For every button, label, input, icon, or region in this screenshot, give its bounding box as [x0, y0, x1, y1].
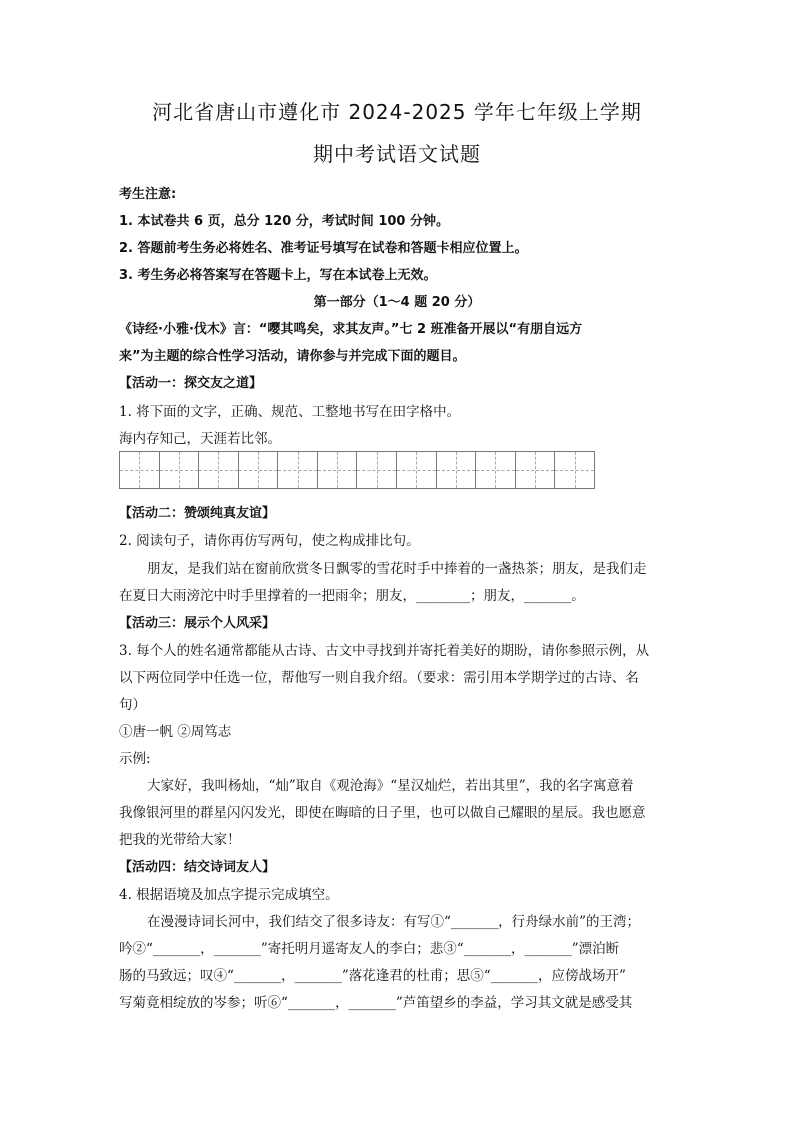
part1-intro-line1: 《诗经·小雅·伐木》言：“嘤其鸣矣，求其友声。”七 2 班准备开展以“有朋自远方: [119, 322, 583, 337]
question-3-line3: 句）: [119, 697, 146, 713]
part1-heading: 第一部分（1～4 题 20 分）: [313, 295, 481, 310]
grid-cell[interactable]: [199, 452, 239, 488]
question-2: 2. 阅读句子，请你再仿写两句，使之构成排比句。: [119, 533, 420, 549]
notice-item-2: 2. 答题前考生务必将姓名、准考证号填写在试卷和答题卡相应位置上。: [119, 241, 528, 256]
grid-cell[interactable]: [318, 452, 358, 488]
notice-item-1: 1. 本试卷共 6 页，总分 120 分，考试时间 100 分钟。: [119, 214, 449, 229]
grid-cell[interactable]: [555, 452, 594, 488]
example-line1: 大家好，我叫杨灿，“灿”取自《观沧海》“星汉灿烂，若出其里”，我的名字寓意着: [147, 778, 634, 794]
grid-cell[interactable]: [239, 452, 279, 488]
part1-intro-line2: 来”为主题的综合性学习活动，请你参与并完成下面的题目。: [119, 349, 466, 364]
grid-cell[interactable]: [278, 452, 318, 488]
activity3-heading: 【活动三：展示个人风采】: [119, 616, 276, 631]
grid-cell[interactable]: [437, 452, 477, 488]
example-label: 示例:: [119, 751, 151, 767]
example-line2: 我像银河里的群星闪闪发光，即使在晦暗的日子里，也可以做自己耀眼的星辰。我也愿意: [119, 805, 646, 821]
exam-title-line2: 期中考试语文试题: [313, 142, 481, 166]
question-4-para-line4: 写菊竟相绽放的岑参；听⑥“_______，_______”芦笛望乡的李益，学习其文就是感受其: [119, 995, 633, 1011]
activity2-heading: 【活动二：赞颂纯真友谊】: [119, 506, 276, 521]
question-3-line1: 3. 每个人的姓名通常都能从古诗、古文中寻找到并寄托着美好的期盼，请你参照示例，从: [119, 643, 650, 659]
activity4-heading: 【活动四：结交诗词友人】: [119, 860, 276, 875]
question-3-options: ①唐一帆 ②周笃志: [119, 724, 232, 740]
question-2-para-line1: 朋友，是我们站在窗前欣赏冬日飘零的雪花时手中捧着的一盏热茶；朋友，是我们走: [147, 561, 647, 577]
tianzige-grid[interactable]: [119, 451, 595, 489]
grid-cell[interactable]: [516, 452, 556, 488]
question-4-para-line2: 吟②“_______，_______”寄托明月遥寄友人的李白；悲③“_______，_______”漂泊断: [119, 941, 620, 957]
notice-item-3: 3. 考生务必将答案写在答题卡上，写在本试卷上无效。: [119, 268, 437, 283]
question-4-para-line3: 肠的马致远；叹④“_______，_______”落花逢君的杜甫；思⑤“_______，应傍战场开”: [119, 968, 626, 984]
activity1-heading: 【活动一：探交友之道】: [119, 376, 263, 391]
grid-cell[interactable]: [357, 452, 397, 488]
question-4-para-line1: 在漫漫诗词长河中，我们结交了很多诗友：有写①“_______，行舟绿水前”的王湾；: [147, 914, 641, 930]
question-4: 4. 根据语境及加点字提示完成填空。: [119, 887, 339, 903]
question-1-text: 海内存知己，天涯若比邻。: [119, 431, 281, 447]
notice-heading: 考生注意:: [119, 187, 177, 202]
question-3-line2: 以下两位同学中任选一位，帮他写一则自我介绍。（要求：需引用本学期学过的古诗、名: [119, 670, 639, 686]
exam-title-line1: 河北省唐山市遵化市 2024-2025 学年七年级上学期: [152, 100, 642, 124]
question-2-para-line2: 在夏日大雨滂沱中时手里撑着的一把雨伞；朋友，________；朋友，_______。: [119, 588, 585, 604]
grid-cell[interactable]: [160, 452, 200, 488]
grid-cell[interactable]: [397, 452, 437, 488]
grid-cell[interactable]: [476, 452, 516, 488]
grid-cell[interactable]: [120, 452, 160, 488]
example-line3: 把我的光带给大家！: [119, 832, 241, 848]
question-1: 1. 将下面的文字，正确、规范、工整地书写在田字格中。: [119, 404, 461, 420]
